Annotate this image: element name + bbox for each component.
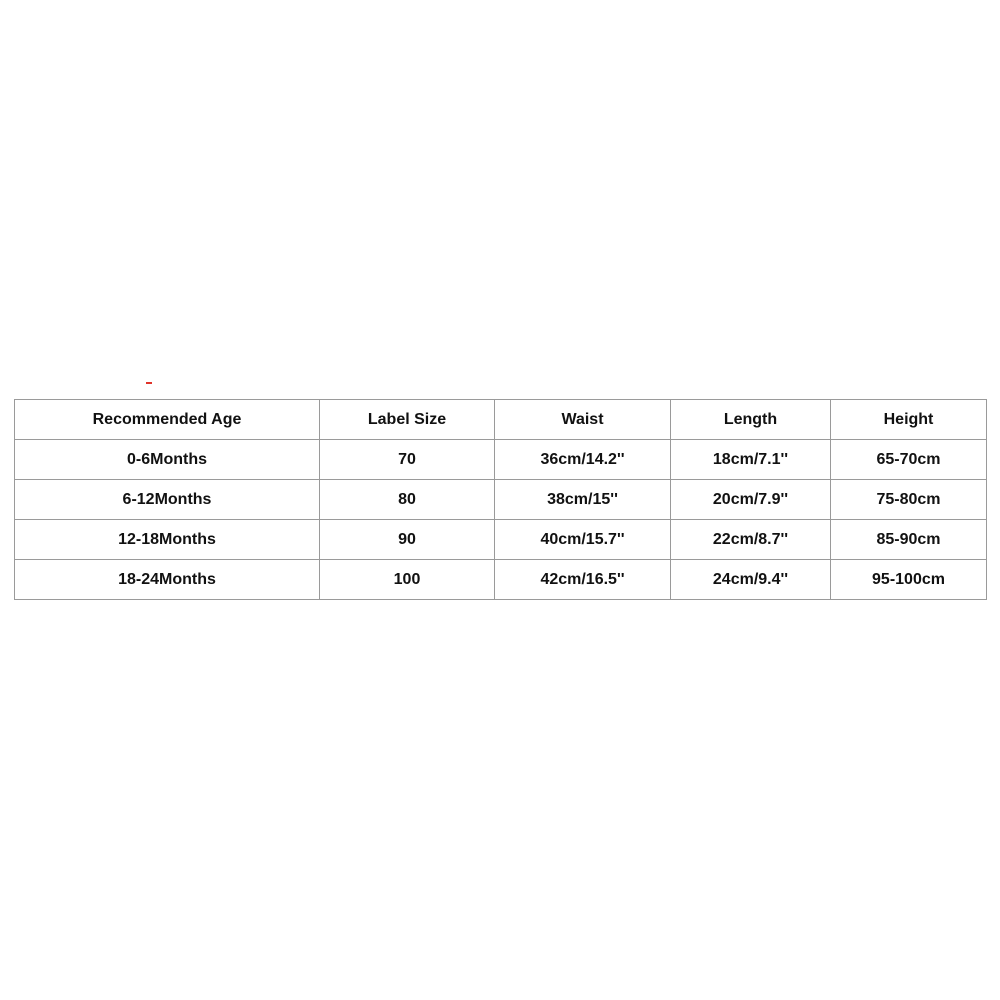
cell-age: 18-24Months (15, 560, 320, 600)
cell-age: 12-18Months (15, 520, 320, 560)
cell-height: 65-70cm (831, 440, 987, 480)
cell-length: 24cm/9.4'' (671, 560, 831, 600)
table-row (15, 560, 987, 600)
table-row (15, 520, 987, 560)
cell-waist: 36cm/14.2'' (495, 440, 671, 480)
cell-age: 6-12Months (15, 480, 320, 520)
header-row (15, 400, 987, 440)
red-mark (146, 382, 152, 384)
cell-waist: 38cm/15'' (495, 480, 671, 520)
cell-label-size: 100 (320, 560, 495, 600)
cell-height: 75-80cm (831, 480, 987, 520)
cell-waist: 40cm/15.7'' (495, 520, 671, 560)
cell-label-size: 80 (320, 480, 495, 520)
cell-height: 95-100cm (831, 560, 987, 600)
header-length: Length (671, 400, 831, 440)
cell-length: 22cm/8.7'' (671, 520, 831, 560)
cell-age: 0-6Months (15, 440, 320, 480)
header-label-size: Label Size (320, 400, 495, 440)
cell-label-size: 70 (320, 440, 495, 480)
header-recommended-age: Recommended Age (15, 400, 320, 440)
cell-length: 18cm/7.1'' (671, 440, 831, 480)
table-row (15, 480, 987, 520)
cell-height: 85-90cm (831, 520, 987, 560)
header-waist: Waist (495, 400, 671, 440)
cell-length: 20cm/7.9'' (671, 480, 831, 520)
table-row (15, 440, 987, 480)
cell-label-size: 90 (320, 520, 495, 560)
header-height: Height (831, 400, 987, 440)
cell-waist: 42cm/16.5'' (495, 560, 671, 600)
size-chart-table (14, 399, 987, 600)
